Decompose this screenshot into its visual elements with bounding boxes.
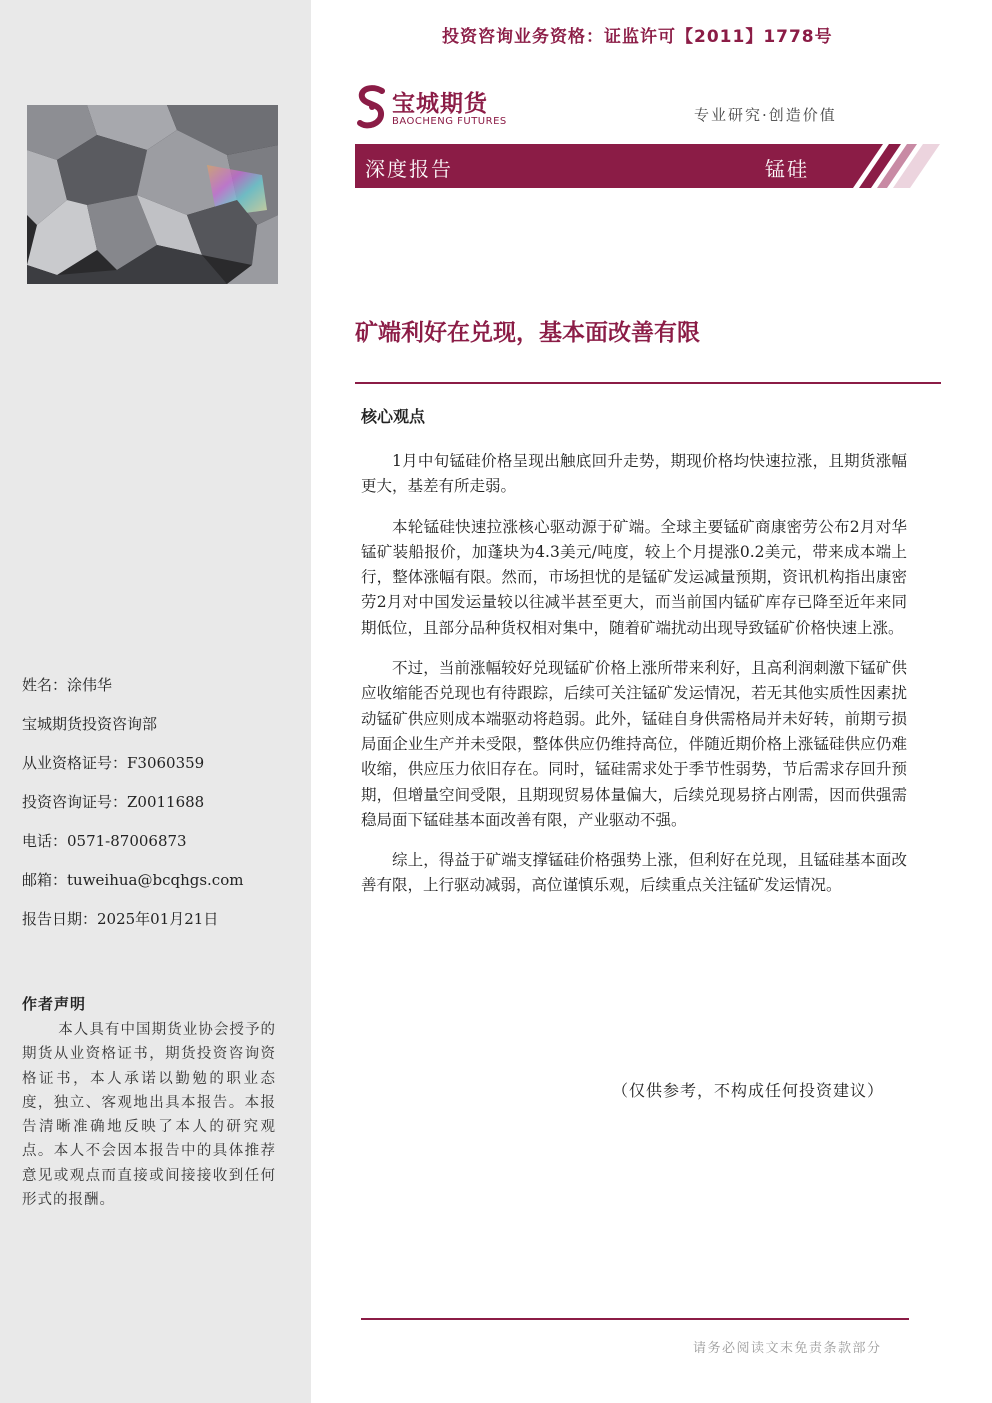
- author-info: [22, 675, 243, 948]
- logo-chinese-name: 宝城期货: [392, 91, 488, 117]
- author-email[interactable]: 邮箱：tuweihua@bcqhgs.com: [22, 871, 244, 889]
- paragraph: 不过，当前涨幅较好兑现锰矿价格上涨所带来利好，且高利润刺激下锰矿供应收缩能否兑现也有待跟踪，后续可关注锰矿发运情况，若无其他实质性因素扰动锰矿供应则成本端驱动将趋弱。此外，锰硅自身供需格局并未好转，前期亏损局面企业生产并未受限，整体供应仍维持高位，伴随近期价格上涨锰硅供应仍难收缩，供应压力依旧存在。同时，锰硅需求处于季节性弱势，节后需求存回升预期，但增量空间受限，且期现贸易体量偏大，后续兑现易挤占刚需，因而供强需稳局面下锰硅基本面改善有限，产业驱动不强。: [361, 659, 907, 829]
- paragraph: 1月中旬锰硅价格呈现出触底回升走势，期现价格均快速拉涨，且期货涨幅更大，基差有所走弱。: [361, 452, 907, 496]
- report-commodity: 锰硅: [765, 157, 809, 181]
- report-title: 矿端利好在兑现，基本面改善有限: [355, 320, 700, 346]
- paragraph: 本轮锰硅快速拉涨核心驱动源于矿端。全球主要锰矿商康密劳公布2月对华锰矿装船报价，加蓬块为4.3美元/吨度，较上个月提涨0.2美元，带来成本端上行，整体涨幅有限。然而，市场担忧的是锰矿发运减量预期，资讯机构指出康密劳2月对中国发运量较以往减半甚至更大，而当前国内锰矿库存已降至近年来同期低位，且部分品种货权相对集中，随着矿端扰动出现导致锰矿价格快速上涨。: [361, 517, 907, 637]
- statement-text: 本人具有中国期货业协会授予的期货从业资格证书，期货投资咨询资格证书，本人承诺以勤勉的职业态度，独立、客观地出具本报告。本报告清晰准确地反映了本人的研究观点。本人不会因本报告中的具体推荐意见或观点而直接或间接接收到任何形式的报酬。: [22, 1022, 276, 1209]
- statement-title: 作者声明: [22, 995, 87, 1013]
- report-date: 报告日期：2025年01月21日: [22, 910, 219, 928]
- company-logo: [356, 85, 526, 133]
- paragraph: 综上，得益于矿端支撑锰硅价格强势上涨，但利好在兑现，且锰硅基本面改善有限，上行驱动减弱，高位谨慎乐观，后续重点关注锰矿发运情况。: [361, 851, 907, 895]
- slogan: 专业研究·创造价值: [694, 106, 837, 124]
- logo-english-name: BAOCHENG FUTURES: [392, 116, 507, 127]
- footer-note: 请务必阅读文末免责条款部分: [693, 1341, 882, 1356]
- author-phone: 电话：0571-87006873: [22, 832, 187, 850]
- title-divider: [355, 382, 941, 384]
- author-dept: 宝城期货投资咨询部: [22, 715, 158, 733]
- baocheng-logo-icon: [356, 85, 388, 131]
- license-line: 投资咨询业务资格：证监许可【2011】1778号: [442, 27, 833, 47]
- disclaimer: （仅供参考，不构成任何投资建议）: [612, 1081, 885, 1100]
- ore-photo: [27, 105, 278, 284]
- author-cert: 从业资格证号：F3060359: [22, 754, 205, 772]
- section-title: 核心观点: [361, 407, 426, 426]
- author-name: 姓名：涂伟华: [22, 676, 113, 694]
- report-banner: [355, 144, 940, 188]
- report-body: [361, 449, 907, 914]
- footer-divider: [361, 1318, 909, 1320]
- sidebar: [0, 0, 311, 1403]
- report-type: 深度报告: [365, 157, 453, 181]
- author-consult-cert: 投资咨询证号：Z0011688: [22, 793, 205, 811]
